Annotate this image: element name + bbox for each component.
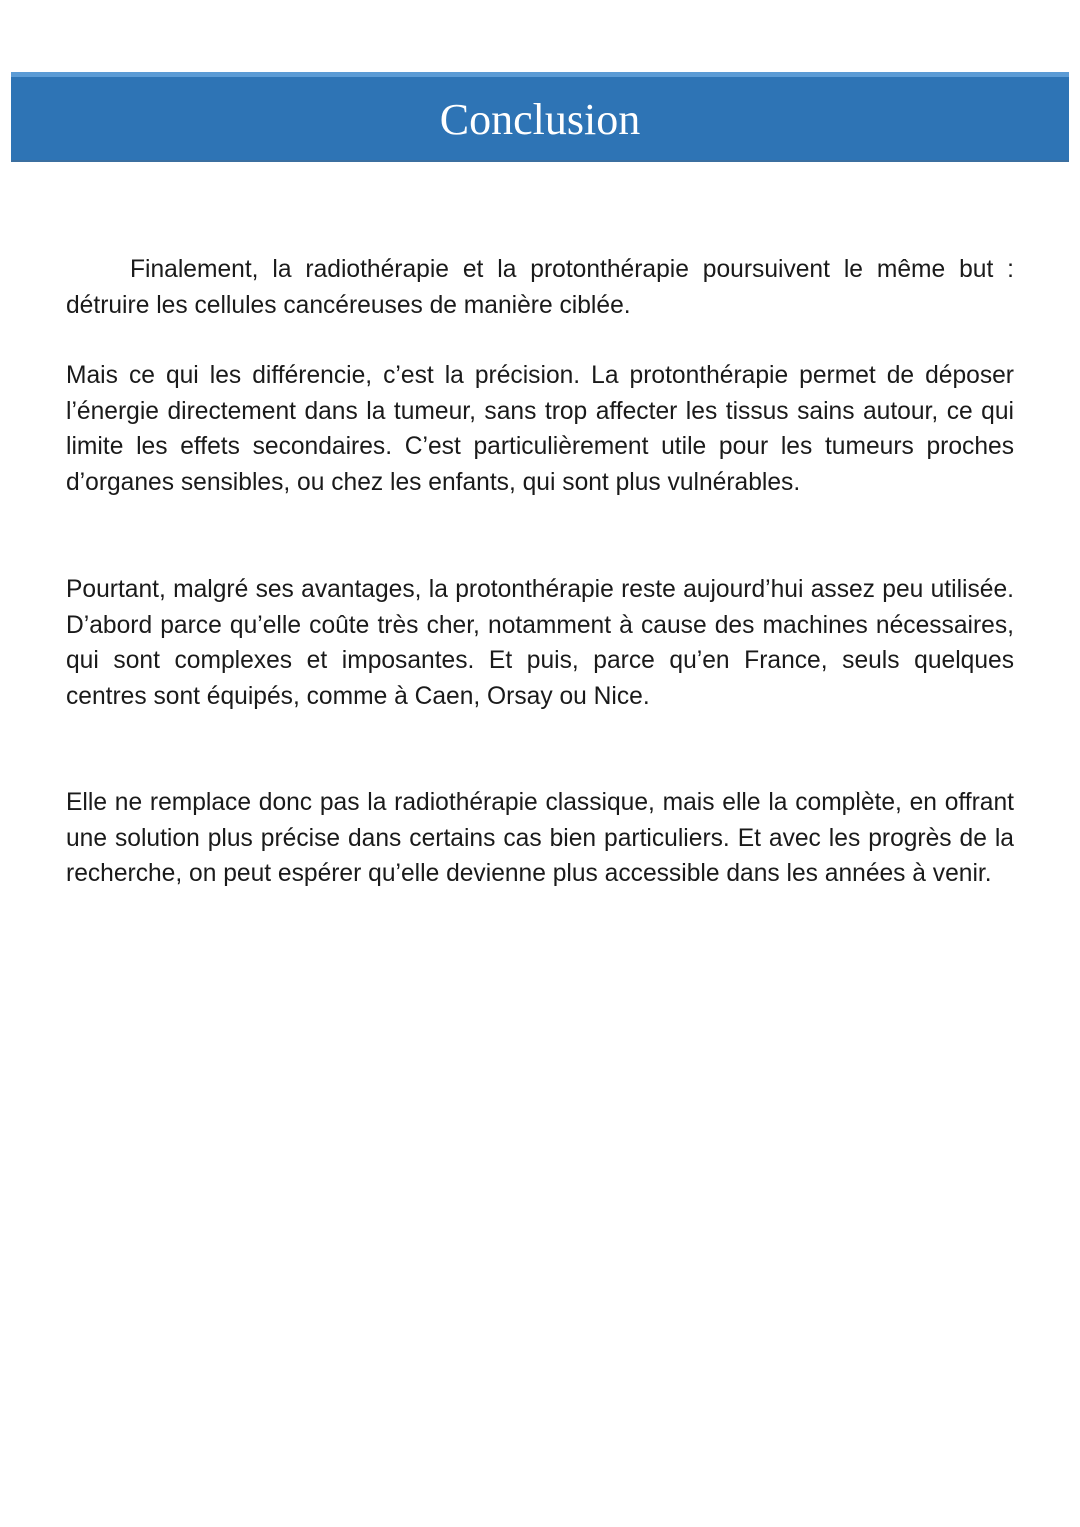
page-title: Conclusion xyxy=(439,95,641,144)
paragraph-intro: Finalement, la radiothérapie et la protonthérapie poursuivent le même but : détruire les cellules cancéreuses de manière ciblée. xyxy=(66,256,1014,319)
paragraph-outlook: Elle ne remplace donc pas la radiothérapie classique, mais elle la complète, en offrant une solution plus précise dans certains cas bien particuliers. Et avec les progrès de la recherche, on peut espérer qu’elle devienne plus accessible dans les années à venir. xyxy=(66,789,1014,888)
title-banner xyxy=(11,72,1069,162)
paragraph-precision: Mais ce qui les différencie, c’est la précision. La protonthérapie permet de déposer l’énergie directement dans la tumeur, sans trop affecter les tissus sains autour, ce qui limite les effets secondaires. C’est particulièrement utile pour les tumeurs proches d’organes sensibles, ou chez les enfants, qui sont plus vulnérables. xyxy=(66,362,1014,497)
paragraph-limitations: Pourtant, malgré ses avantages, la protonthérapie reste aujourd’hui assez peu utilisée. D’abord parce qu’elle coûte très cher, notamment à cause des machines nécessaires, qui sont complexes et imposantes. Et puis, parce qu’en France, seuls quelques centres sont équipés, comme à Caen, Orsay ou Nice. xyxy=(66,576,1014,711)
